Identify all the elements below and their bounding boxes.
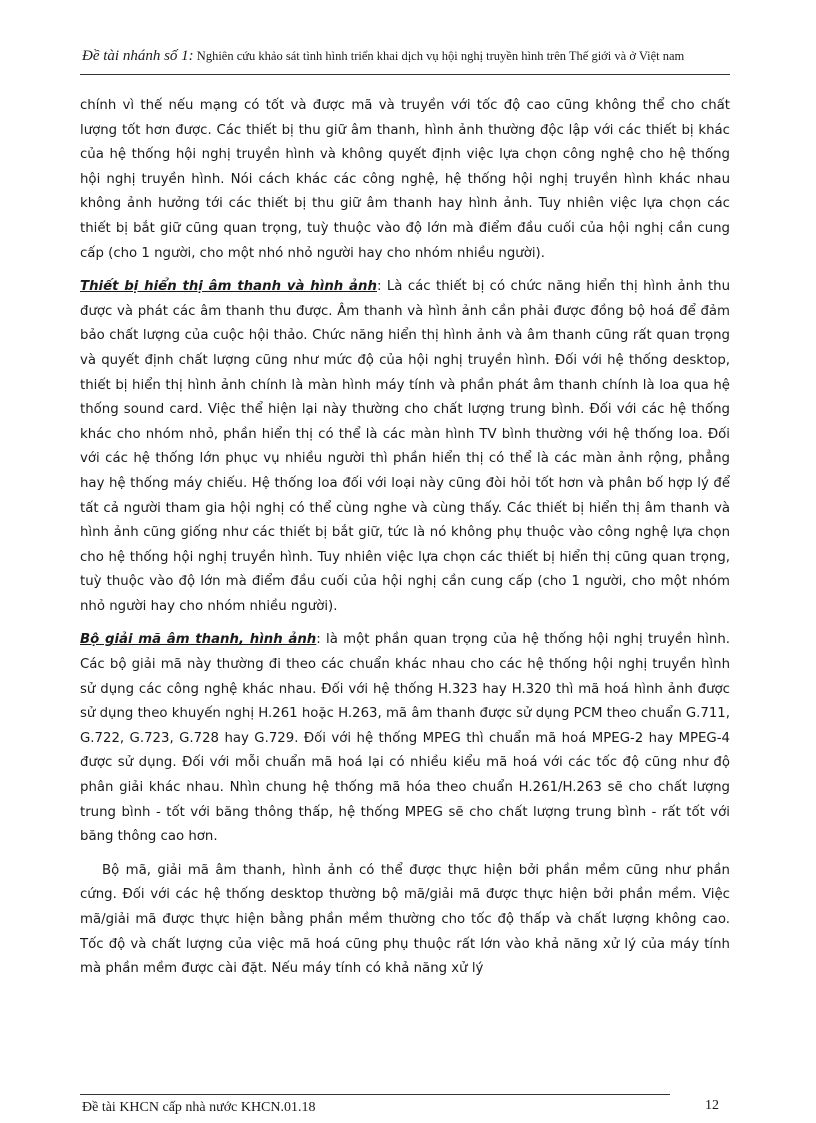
- paragraph-display-devices: [80, 275, 730, 619]
- header-label: Đề tài nhánh số 1:: [82, 48, 194, 64]
- page-number: 12: [705, 1098, 719, 1113]
- paragraph-codec: [80, 628, 730, 849]
- header-title: Nghiên cứu khảo sát tình hình triển khai dịch vụ hội nghị truyền hình trên Thế giới và ở Việt nam: [196, 49, 685, 63]
- paragraph-text: : Là các thiết bị có chức năng hiển thị hình ảnh thu được và phát các âm thanh thu được. Âm thanh và hình ảnh cần phải được đồng bộ hoá để đảm bảo chất lượng của cuộc hội thảo. Chức năng hiển thị hình ảnh và âm thanh cũng rất quan trọng và quyết định chất lượng cũng như mức độ của hội nghị truyền hình. Đối với hệ thống desktop, thiết bị hiển thị hình ảnh chính là màn hình máy tính và phần phát âm thanh chính là loa qua hệ thống sound card. Việc thể hiện lại này thường cho chất lượng trung bình. Đối với các hệ thống khác cho nhóm nhỏ, phần hiển thị có thể là các màn hình TV bình thường với hệ thống loa. Đối với các hệ thống lớn phục vụ nhiều người thì phần hiển thị có thể là các màn ảnh rộng, phẳng hay hệ thống máy chiếu. Hệ thống loa đối với loại này cũng đòi hỏi tốt hơn và phân bố hợp lý để tất cả người tham gia hội nghị có thể cùng nghe và cùng thấy. Các thiết bị hiển thị âm thanh và hình ảnh cũng giống như các thiết bị bắt giữ, tức là nó không phụ thuộc vào công nghệ lựa chọn cho hệ thống hội nghị truyền hình. Tuy nhiên việc lựa chọn các thiết bị hiển thị cũng quan trọng, tuỳ thuộc vào độ lớn mà điểm đầu cuối của hội nghị cần cung cấp (cho 1 người, cho một nhóm nhỏ người hay cho nhóm nhiều người).: [80, 279, 730, 614]
- paragraph-text: Bộ mã, giải mã âm thanh, hình ảnh có thể được thực hiện bởi phần mềm cũng như phần cứng. Đối với các hệ thống desktop thường bộ mã/giải mã được thực hiện bởi phần mềm. Việc mã/giải mã được thực hiện bằng phần mềm thường cho tốc độ thấp và chất lượng không cao. Tốc độ và chất lượng của việc mã hoá cũng phụ thuộc rất lớn vào khả năng xử lý của máy tính mà phần mềm được cài đặt. Nếu máy tính có khả năng xử lý: [80, 862, 730, 977]
- footer-rule: [80, 1094, 670, 1095]
- paragraph-codec-software: [80, 859, 730, 982]
- paragraph-text: chính vì thế nếu mạng có tốt và được mã và truyền với tốc độ cao cũng không thể cho chất lượng tốt hơn được. Các thiết bị thu giữ âm thanh, hình ảnh thường độc lập với các thiết bị khác của hệ thống hội nghị truyền hình và không quyết định việc lựa chọn công nghệ cho hệ thống hội nghị truyền hình. Nói cách khác các công nghệ, hệ thống hội nghị truyền hình khác nhau không ảnh hưởng tới các thiết bị thu giữ âm thanh hay hình ảnh. Tuy nhiên việc lựa chọn các thiết bị bắt giữ cũng quan trọng, tuỳ thuộc vào độ lớn mà điểm đầu cuối của hội nghị cần cung cấp (cho 1 người, cho một nhó nhỏ người hay cho nhóm nhiều người).: [80, 98, 730, 261]
- section-term-codec: Bộ giải mã âm thanh, hình ảnh: [80, 632, 317, 648]
- section-term-display: Thiết bị hiển thị âm thanh và hình ảnh: [80, 279, 377, 295]
- header-rule: [80, 74, 730, 75]
- paragraph-text: : là một phần quan trọng của hệ thống hội nghị truyền hình. Các bộ giải mã này thường đi theo các chuẩn khác nhau cho các hệ thống hội nghị truyền hình sử dụng các công nghệ khác nhau. Đối với hệ thống H.323 hay H.320 thì mã hoá hình ảnh được sử dụng theo khuyến nghị H.261 hoặc H.263, mã âm thanh được sử dụng PCM theo chuẩn G.711, G.722, G.723, G.728 hay G.729. Đối với hệ thống MPEG thì chuẩn mã hoá MPEG-2 hay MPEG-4 được sử dụng. Đối với mỗi chuẩn mã hoá lại có nhiều kiểu mã hoá với các tốc độ cũng như độ phân giải khác nhau. Nhìn chung hệ thống mã hóa theo chuẩn H.261/H.263 sẽ cho chất lượng trung bình - tốt với băng thông thấp, hệ thống MPEG sẽ cho chất lượng trung bình - rất tốt với băng thông cao hơn.: [80, 632, 731, 845]
- document-body: [80, 94, 730, 991]
- paragraph-intro: [80, 94, 730, 266]
- footer-text: Đề tài KHCN cấp nhà nước KHCN.01.18: [82, 1100, 316, 1115]
- running-header: [82, 48, 732, 65]
